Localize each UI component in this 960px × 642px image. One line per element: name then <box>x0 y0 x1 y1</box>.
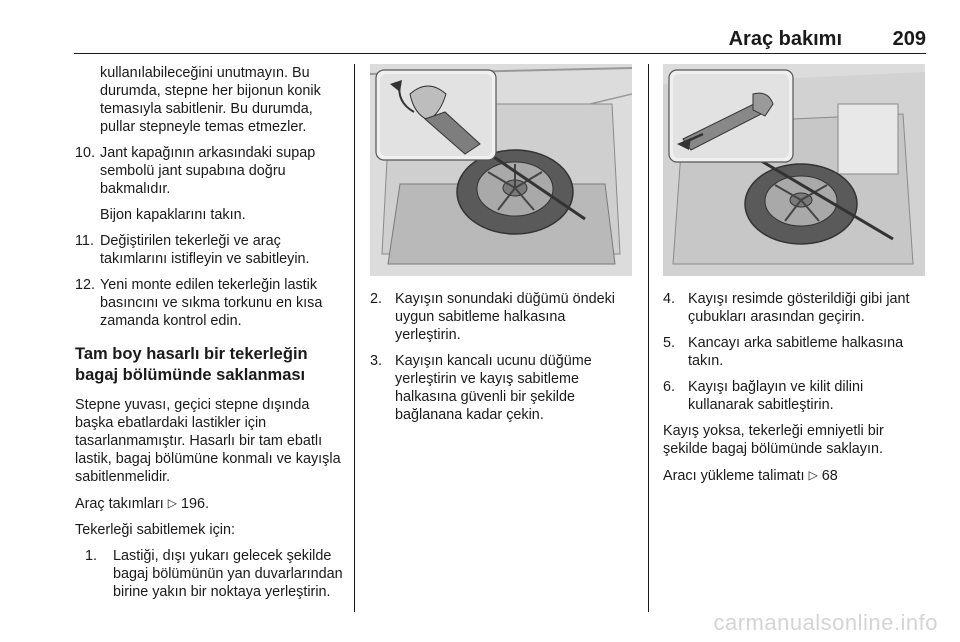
page-header <box>74 22 926 54</box>
step-10 <box>75 144 347 224</box>
step-12 <box>75 276 347 330</box>
section-title: Araç bakımı <box>728 28 842 50</box>
step-number: 5. <box>663 335 676 351</box>
column-left <box>75 64 347 609</box>
trunk-illustration-knot <box>370 64 632 276</box>
paragraph: Tekerleği sabitlemek için: <box>75 522 235 538</box>
step-text: Kancayı arka sabitleme halkasına takın. <box>688 335 904 369</box>
step-number: 3. <box>370 353 383 369</box>
step-text: Kayışı resimde gösterildiği gibi jant çubukları arasından geçirin. <box>688 291 910 325</box>
reference-page: 196. <box>181 496 210 512</box>
section-heading: Tam boy hasarlı bir tekerleğin bagaj bölümünde saklanması <box>75 345 308 384</box>
column-middle <box>370 64 632 432</box>
paragraph: Stepne yuvası, geçici stepne dışında başka ebatlardaki lastikler için tasarlanmamıştır. Hasarlı bir tam ebatlı lastik, bagaj bölümüne konmalı ve kayışla sabitlenmelidir. <box>75 397 341 485</box>
step-3 <box>370 352 632 424</box>
step-number: 4. <box>663 291 676 307</box>
step-5 <box>663 334 927 370</box>
cross-reference-loading[interactable] <box>663 466 927 485</box>
trunk-illustration-hook <box>663 64 925 276</box>
step-number: 10. <box>75 145 96 161</box>
step-number: 6. <box>663 379 676 395</box>
step-number: 12. <box>75 277 96 293</box>
page-reference-arrow-icon: ▷ <box>167 496 177 510</box>
step-4 <box>663 290 927 326</box>
column-divider <box>354 64 355 612</box>
step-text: Jant kapağının arkasındaki supap sembolü jant supabına doğru bakmalıdır. <box>100 145 316 197</box>
page-number: 209 <box>892 28 926 50</box>
cross-reference-tools[interactable] <box>75 494 347 513</box>
reference-text: Araç takımları <box>75 496 164 512</box>
step-number: 1. <box>85 548 98 564</box>
step-number: 11. <box>75 233 94 249</box>
reference-page: 68 <box>821 468 838 484</box>
step-text: Kayışın sonundaki düğümü öndeki uygun sabitleme halkasına yerleştirin. <box>395 291 616 343</box>
step-text: Kayışın kancalı ucunu düğüme yerleştirin ve kayış sabitleme halkasına güvenli bir şekilde bağlanana kadar çekin. <box>395 353 592 423</box>
step-2 <box>370 290 632 344</box>
step-text: Yeni monte edilen tekerleğin lastik basıncını ve sıkma torkunu en kısa zamanda kontrol edin. <box>100 277 323 329</box>
paragraph: Kayış yoksa, tekerleği emniyetli bir şekilde bagaj bölümünde saklayın. <box>663 423 884 457</box>
step-number: 2. <box>370 291 383 307</box>
step-note: Bijon kapaklarını takın. <box>100 207 246 223</box>
column-divider <box>648 64 649 612</box>
step-text: Lastiği, dışı yukarı gelecek şekilde bagaj bölümünün yan duvarlarından birine yakın bir noktaya yerleştirin. <box>113 548 343 600</box>
reference-text: Aracı yükleme talimatı <box>663 468 805 484</box>
column-right <box>663 64 927 493</box>
continued-step-text: kullanılabileceğini unutmayın. Bu durumda, stepne her bijonun konik temasıyla sabitlenir. Bu durumda, pullar stepneyle temas etmezler. <box>100 65 321 135</box>
step-6 <box>663 378 927 414</box>
step-text: Değiştirilen tekerleği ve araç takımlarını istifleyin ve sabitleyin. <box>100 233 310 267</box>
watermark: carmanualsonline.info <box>713 610 938 635</box>
step-11 <box>75 232 347 268</box>
header-rule <box>74 53 926 54</box>
page-reference-arrow-icon: ▷ <box>808 468 818 482</box>
step-1 <box>83 547 347 601</box>
step-text: Kayışı bağlayın ve kilit dilini kullanarak sabitleştirin. <box>688 379 864 413</box>
